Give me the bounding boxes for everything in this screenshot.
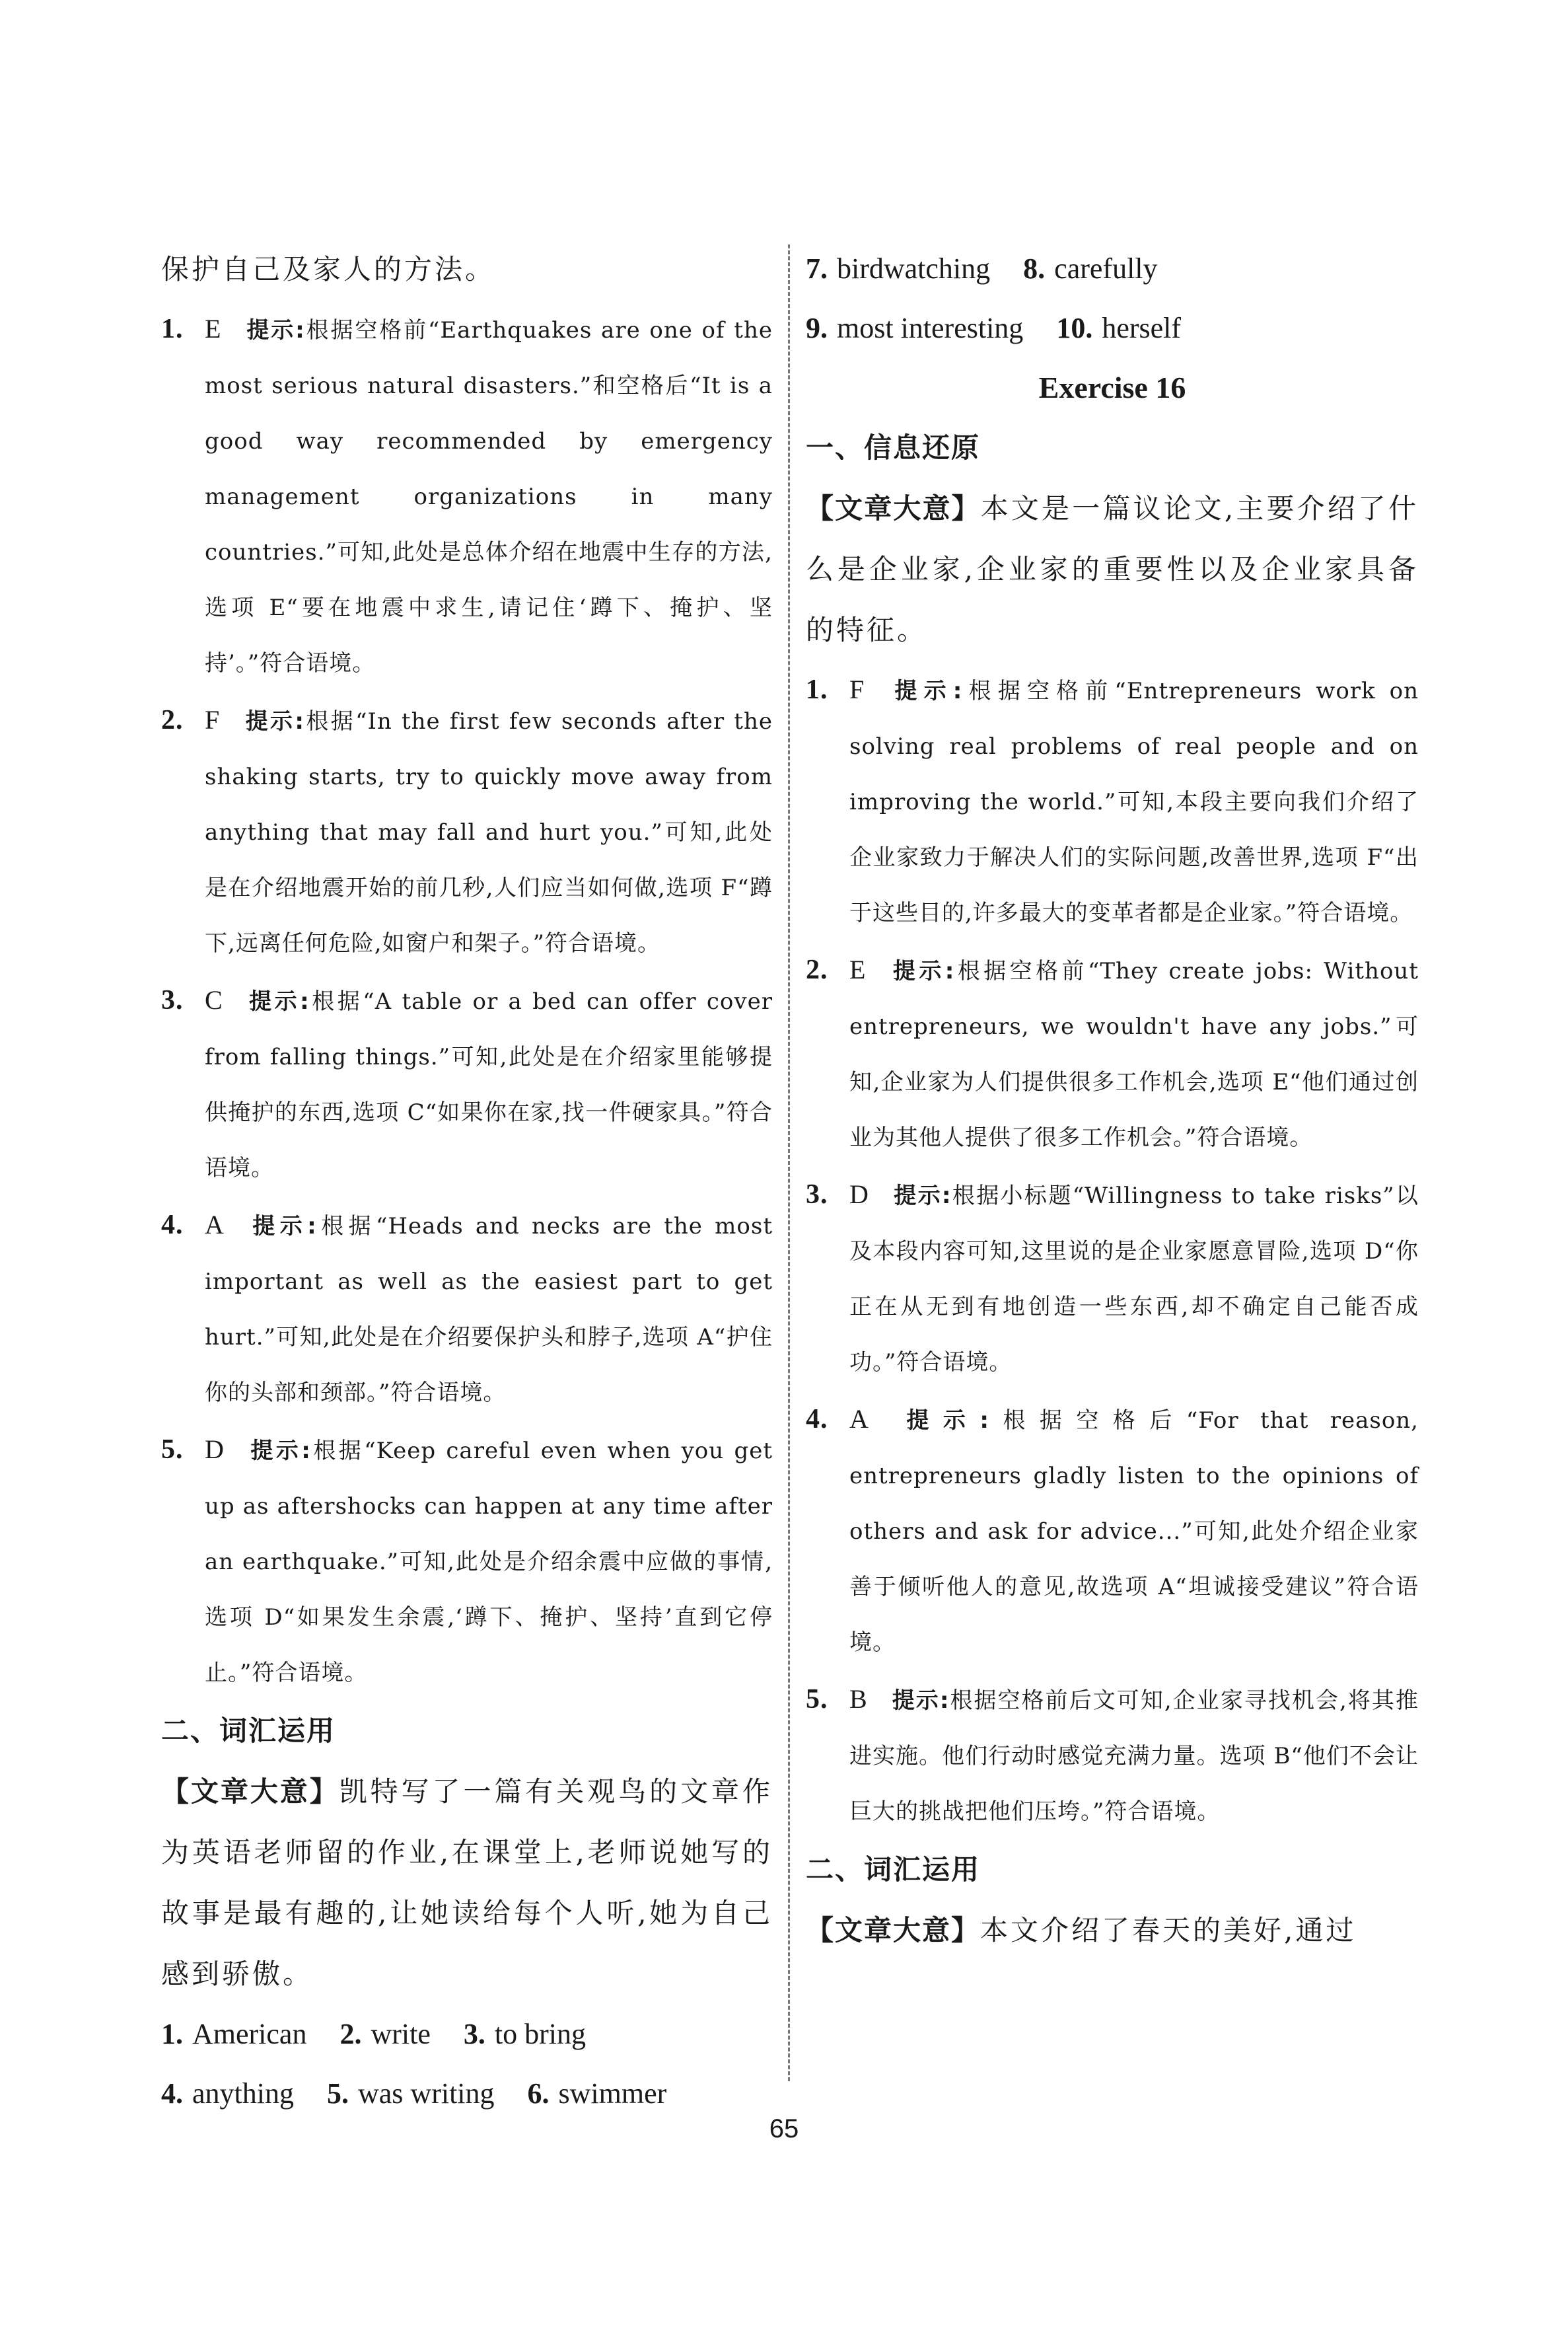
page-number: 65: [769, 2114, 799, 2143]
article-summary: [806, 1900, 1419, 1961]
word-answer: carefully: [1054, 252, 1158, 285]
answer-item: [806, 942, 1419, 1165]
hint-text: 根据空格前“They create jobs: Without entrepreneurs, we wouldn't have any jobs.”可知,企业家为人们提供很多工作机会,选项 E“他们通过创业为其他人提供了很多工作机会。”符合语境。: [849, 958, 1419, 1151]
item-answer: C: [205, 985, 223, 1015]
item-number: 2.: [806, 955, 828, 985]
hint-text: 根据小标题“Willingness to take risks”以及本段内容可知,这里说的是企业家愿意冒险,选项 D“你正在从无到有地创造一些东西,却不确定自己能否成功。”符合语境。: [849, 1183, 1419, 1376]
answer-item: [806, 662, 1419, 941]
answer-item: [806, 1672, 1419, 1839]
right-column: [806, 239, 1419, 1961]
word-answer: herself: [1102, 312, 1182, 344]
item-number: 2.: [161, 705, 184, 735]
hint-label: 提示:: [891, 1687, 950, 1714]
hint-text: 根据“In the first few seconds after the shaking starts, try to quickly move away from anything that may fall and hurt you.”可知,此处是在介绍地震开始的前几秒,人们应当如何做,选项 F“蹲下,远离任何危险,如窗户和架子。”符合语境。: [205, 708, 773, 957]
hint-label: 提示:: [892, 1407, 989, 1434]
hint-text: 根据“A table or a bed can offer cover from falling things.”可知,此处是在介绍家里能够提供掩护的东西,选项 C“如果你在家,找一件硬家具。”符合语境。: [205, 988, 773, 1181]
item-number: 5.: [806, 1684, 828, 1715]
word-answer: most interesting: [837, 312, 1024, 344]
left-column: [161, 239, 773, 2123]
answer-item: [806, 1391, 1419, 1670]
answer-item: [161, 1197, 773, 1421]
left-answer-list: [161, 301, 773, 1701]
section-title-vocabulary: 二、词汇运用: [161, 1715, 336, 1747]
summary-text: 本文介绍了春天的美好,通过: [980, 1914, 1357, 1946]
word-number: 10.: [1056, 312, 1093, 344]
word-answers-row: [806, 299, 1419, 358]
word-number: 7.: [806, 252, 828, 285]
word-number: 8.: [1023, 252, 1046, 285]
item-number: 4.: [161, 1210, 184, 1240]
word-number: 6.: [527, 2077, 550, 2110]
item-answer: E: [849, 955, 867, 984]
hint-text: 根据空格前后文可知,企业家寻找机会,将其推进实施。他们行动时感觉充满力量。选项 B“他们不会让巨大的挑战把他们压垮。”符合语境。: [849, 1687, 1419, 1825]
word-number: 9.: [806, 312, 828, 344]
summary-text: 本文是一篇议论文,主要介绍了什么是企业家,企业家的重要性以及企业家具备的特征。: [806, 492, 1419, 646]
summary-text: 凯特写了一篇有关观鸟的文章作为英语老师留的作业,在课堂上,老师说她写的故事是最有趣的,让她读给每个人听,她为自己感到骄傲。: [161, 1775, 773, 1990]
item-answer: A: [205, 1210, 225, 1239]
intro-tail: 保护自己及家人的方法。: [161, 253, 496, 285]
word-answer: was writing: [357, 2077, 495, 2110]
answer-item: [806, 1167, 1419, 1390]
answer-item: [161, 973, 773, 1196]
word-answer: swimmer: [558, 2077, 667, 2110]
word-number: 2.: [339, 2018, 362, 2050]
item-number: 3.: [806, 1179, 828, 1210]
hint-text: 根据空格后“For that reason, entrepreneurs gladly listen to the opinions of others and ask for advice...”可知,此处介绍企业家善于倾听他人的意见,故选项 A“坦诚接受建议”符合语境。: [849, 1407, 1419, 1656]
hint-label: 提示:: [244, 708, 304, 735]
item-number: 5.: [161, 1434, 184, 1465]
item-answer: D: [205, 1434, 225, 1464]
item-answer: A: [849, 1404, 869, 1434]
hint-text: 根据“Heads and necks are the most important as well as the easiest part to get hurt.”可知,此处是在介绍要保护头和脖子,选项 A“护住你的头部和颈部。”符合语境。: [205, 1213, 773, 1406]
item-answer: F: [205, 705, 221, 735]
article-summary: [806, 478, 1419, 661]
word-answers-row: [806, 239, 1419, 299]
right-answer-list: [806, 662, 1419, 1839]
summary-label: 【文章大意】: [806, 1914, 981, 1946]
section-title-vocabulary: 二、词汇运用: [806, 1853, 981, 1886]
answer-item: [161, 692, 773, 971]
hint-label: 提示:: [248, 1213, 317, 1239]
word-answer: to bring: [494, 2018, 586, 2050]
item-answer: B: [849, 1684, 868, 1714]
word-number: 5.: [326, 2077, 349, 2110]
section-title-info: 一、信息还原: [806, 431, 981, 464]
exercise-title: Exercise 16: [1038, 371, 1186, 404]
answer-item: [161, 301, 773, 691]
hint-label: 提示:: [245, 317, 305, 344]
word-answer: American: [192, 2018, 307, 2050]
hint-label: 提示:: [246, 988, 310, 1015]
article-summary: [161, 1761, 773, 2005]
item-number: 3.: [161, 985, 184, 1015]
word-answer: write: [371, 2018, 431, 2050]
hint-text: 根据空格前“Earthquakes are one of the most serious natural disasters.”和空格后“It is a good way recommended by emergency management organizations in many countries.”可知,此处是总体介绍在地震中生存的方法,选项 E“要在地震中求生,请记住‘蹲下、掩护、坚持’。”符合语境。: [205, 317, 773, 677]
item-answer: E: [205, 314, 222, 344]
item-answer: F: [849, 675, 865, 704]
word-answer: birdwatching: [837, 252, 991, 285]
item-answer: D: [849, 1179, 869, 1209]
hint-label: 提示:: [248, 1438, 311, 1464]
hint-label: 提示:: [890, 958, 955, 984]
summary-label: 【文章大意】: [806, 492, 981, 525]
column-divider: [788, 244, 790, 2081]
word-answers-row: [161, 2005, 773, 2064]
hint-label: 提示:: [888, 678, 963, 704]
hint-text: 根据空格前“Entrepreneurs work on solving real problems of real people and on improving the world.”可知,本段主要向我们介绍了企业家致力于解决人们的实际问题,改善世界,选项 F“出于这些目的,许多最大的变革者都是企业家。”符合语境。: [849, 678, 1419, 926]
word-number: 3.: [463, 2018, 485, 2050]
hint-text: 根据“Keep careful even when you get up as aftershocks can happen at any time after an earthquake.”可知,此处是介绍余震中应做的事情,选项 D“如果发生余震,‘蹲下、掩护、坚持’直到它停止。”符合语境。: [205, 1438, 773, 1686]
item-number: 4.: [806, 1404, 828, 1434]
word-number: 4.: [161, 2077, 183, 2110]
word-answer: anything: [192, 2077, 294, 2110]
item-number: 1.: [161, 314, 184, 344]
item-number: 1.: [806, 675, 828, 705]
word-number: 1.: [161, 2018, 183, 2050]
summary-label: 【文章大意】: [161, 1775, 339, 1808]
answer-item: [161, 1422, 773, 1701]
hint-label: 提示:: [892, 1183, 952, 1209]
